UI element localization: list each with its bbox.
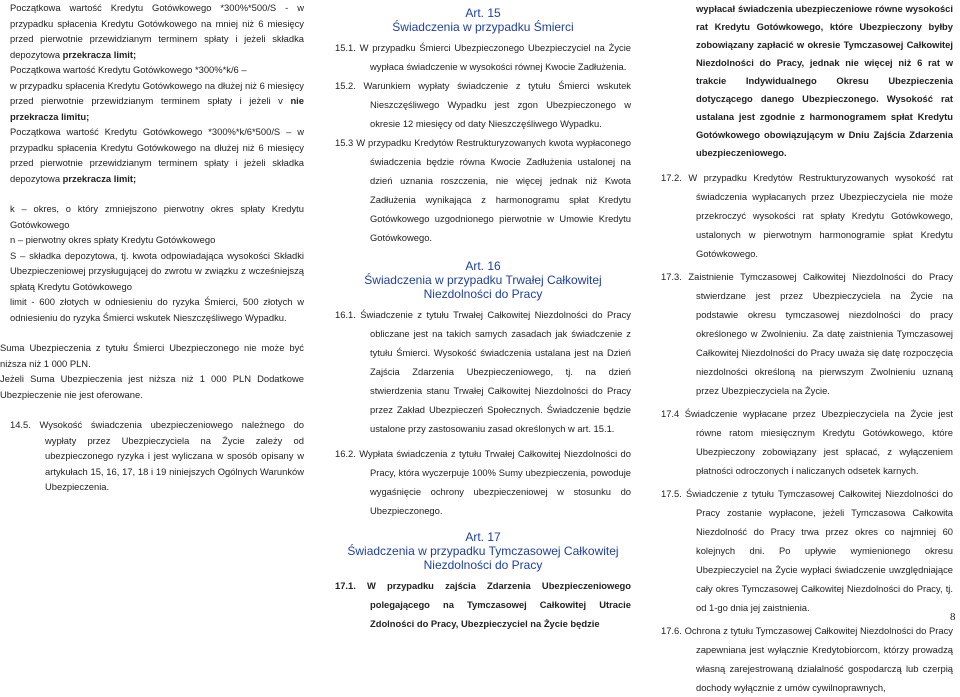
- spacer: [10, 325, 304, 340]
- clause-17-1: 17.1. W przypadku zajścia Zdarzenia Ubezpieczeniowego polegającego na Tymczasowej Całkowitej Utracie Zdolności do Pracy, Ubezpieczyciel na Życie będzie: [335, 580, 631, 629]
- paragraph: [10, 62, 304, 78]
- clause-15-3: 15.3 W przypadku Kredytów Restrukturyzowanych kwota wypłaconego świadczenia będzie równa Kwocie Zadłużenia ustalonej na dzień uznania roszczenia, nie więcej jednak niż Kwota Zadłużenia wynikająca z harmonogramu spłat Kredytu Gotówkowego uzgodnionego pierwotnie w Umowie Kredytu Gotówkowego.: [335, 137, 631, 243]
- clause-15-2: 15.2. Warunkiem wypłaty świadczenie z tytułu Śmierci wskutek Nieszczęśliwego Wypadku jest zgon Ubezpieczonego w okresie 12 miesięcy od daty Nieszczęśliwego Wypadku.: [335, 80, 631, 129]
- paragraph: [10, 78, 304, 125]
- spacer: [10, 186, 304, 201]
- article-16-title: Art. 16: [465, 259, 501, 273]
- article-15-subtitle: Świadczenia w przypadku Śmierci: [392, 20, 574, 34]
- text: Początkowa wartość Kredytu Gotówkowego *300%*k/6*500/S – w przypadku spłacenia Kredytu Gotówkowego na dłużej niż 6 miesięcy przed pierwotnie przewidzianym terminem spłaty i jeżeli składka depozytowa: [10, 126, 304, 184]
- definition: k – okres, o który zmniejszono pierwotny okres spłaty Kredytu Gotówkowego: [10, 203, 304, 230]
- text: Początkowa wartość Kredytu Gotówkowego *300%*k/6 –: [10, 64, 247, 75]
- text-bold: przekracza limit;: [62, 48, 137, 60]
- clause-17-1-continued: wypłacał świadczenia ubezpieczeniowe równe wysokości rat Kredytu Gotówkowego, które Ubezpieczony byłby zobowiązany zapłacić w okresie Tymczasowej Całkowitej Niezdolności do Pracy, jednak nie więcej niż 6 rat w trakcie Indywidualnego Okresu Ubezpieczenia dotyczącego danego Ubezpieczonego. Wysokość rat ustalana jest zgodnie z harmonogramem spłat Kredytu Gotówkowego obowiązującym w Dniu Zajścia Zdarzenia ubezpieczeniowego.: [696, 3, 953, 158]
- column-left: [0, 0, 304, 495]
- article-16-subtitle: Świadczenia w przypadku Trwałej Całkowitej Niezdolności do Pracy: [364, 273, 602, 301]
- article-15-title: Art. 15: [465, 6, 501, 20]
- column-right: [661, 0, 953, 697]
- paragraph: [10, 0, 304, 62]
- paragraph: Suma Ubezpieczenia z tytułu Śmierci Ubezpieczonego nie może być niższa niż 1 000 PLN.: [0, 342, 304, 369]
- paragraph: Jeżeli Suma Ubezpieczenia jest niższa niż 1 000 PLN Dodatkowe Ubezpieczenie nie jest oferowane.: [0, 373, 304, 400]
- text: Początkowa wartość Kredytu Gotówkowego *300%*500/S - w przypadku spłacenia Kredytu Gotówkowego na mniej niż 6 miesięcy przed pierwotnie przewidzianym terminem spłaty i jeżeli składka depozytowa: [10, 2, 304, 60]
- clause-17-3: 17.3. Zaistnienie Tymczasowej Całkowitej Niezdolności do Pracy stwierdzane jest przez Ubezpieczyciela na Życie na podstawie okresu tymczasowej niezdolności do pracy określonego w Zwolnieniu. Za datę zaistnienia Tymczasowej Całkowitej Niezdolności do Pracy uważa się datę rozpoczęcia niezdolności określoną na pierwszym Zwolnieniu uznaną przez Ubezpieczyciela na Życie.: [661, 271, 953, 396]
- clause-17-6: 17.6. Ochrona z tytułu Tymczasowej Całkowitej Niezdolności do Pracy zapewniana jest wyłącznie Kredytobiorcom, którzy prowadzą własną zarejestrowaną działalność gospodarczą lub czerpią dochody wyłącznie z umów cywilnoprawnych,: [661, 625, 953, 693]
- paragraph: [10, 124, 304, 186]
- article-17-title: Art. 17: [465, 530, 501, 544]
- spacer: [10, 402, 304, 417]
- column-middle: [335, 0, 631, 633]
- text: w przypadku spłacenia Kredytu Gotówkowego na dłużej niż 6 miesięcy przed pierwotnie przewidzianym terminem spłaty i jeżeli v: [10, 79, 304, 106]
- page-number: 8: [950, 611, 956, 623]
- clause-17-2: 17.2. W przypadku Kredytów Restrukturyzowanych wysokość rat świadczenia wypłacanych przez Ubezpieczyciela nie może przekroczyć wysokości rat spłaty Kredytu Gotówkowego, ustalonych w pierwotnym harmonogramie spłat Kredytu Gotówkowego.: [661, 172, 953, 259]
- definition: S – składka depozytowa, tj. kwota odpowiadająca wysokości Składki Ubezpieczeniowej przysługującej do zwrotu w związku z wcześniejszą spłatą Kredytu Gotówkowego: [10, 249, 304, 292]
- text-bold: przekracza limit;: [62, 172, 137, 184]
- clause-16-1: 16.1. Świadczenie z tytułu Trwałej Całkowitej Niezdolności do Pracy obliczane jest na takich samych zasadach jak świadczenie z tytułu Śmierci. Wysokość świadczenia ustalana jest na Dzień Zajścia Zdarzenia Ubezpieczeniowego, tj. na dzień stwierdzenia stanu Trwałej Całkowitej Niezdolności do Pracy przez Zakład Ubezpieczeń Społecznych. Świadczenie będzie ustalone przy zastosowaniu zasad określonych w art. 15.1.: [335, 309, 631, 434]
- article-17-subtitle: Świadczenia w przypadku Tymczasowej Całkowitej Niezdolności do Pracy: [347, 544, 619, 572]
- clause-16-2: 16.2. Wypłata świadczenia z tytułu Trwałej Całkowitej Niezdolności do Pracy, która wyczerpuje 100% Sumy ubezpieczenia, powoduje wygaśnięcie ochrony ubezpieczeniowej w stosunku do Ubezpieczonego.: [335, 448, 631, 516]
- definition: n – pierwotny okres spłaty Kredytu Gotówkowego: [10, 234, 216, 245]
- clause-15-1: 15.1. W przypadku Śmierci Ubezpieczonego Ubezpieczyciel na Życie wypłaca świadczenie w wysokości równej Kwocie Zadłużenia.: [335, 42, 631, 72]
- clause-17-4: 17.4 Świadczenie wypłacane przez Ubezpieczyciela na Życie jest równe ratom miesięcznym Kredytu Gotówkowego, które Ubezpieczony zobowiązany jest spłacać, z wyłączeniem płatności odroczonych i naliczanych odsetek karnych.: [661, 408, 953, 476]
- clause-14-5: 14.5. Wysokość świadczenia ubezpieczeniowego należnego do wypłaty przez Ubezpieczyciela na Życie zależy od ubezpieczonego ryzyka i jest wyliczana w sposób opisany w artykułach 15, 16, 17, 18 i 19 niniejszych Ogólnych Warunków Ubezpieczenia.: [10, 419, 304, 492]
- text-bold: nie przekracza limitu;: [10, 95, 304, 122]
- definition: limit - 600 złotych w odniesieniu do ryzyka Śmierci, 500 złotych w odniesieniu do ryzyka Śmierci wskutek Nieszczęśliwego Wypadku.: [10, 296, 304, 323]
- clause-17-5: 17.5. Świadczenie z tytułu Tymczasowej Całkowitej Niezdolności do Pracy zostanie wypłacone, jeżeli Tymczasowa Całkowita Niezdolność do Pracy trwa przez okres co najmniej 60 kolejnych dni. Po upływie wymienionego okresu Ubezpieczyciel na Życie wypłaci świadczenie uwzględniające cały okres Tymczasowej Całkowitej Niezdolności do Pracy, tj. od 1-go dnia jej zaistnienia.: [661, 488, 953, 613]
